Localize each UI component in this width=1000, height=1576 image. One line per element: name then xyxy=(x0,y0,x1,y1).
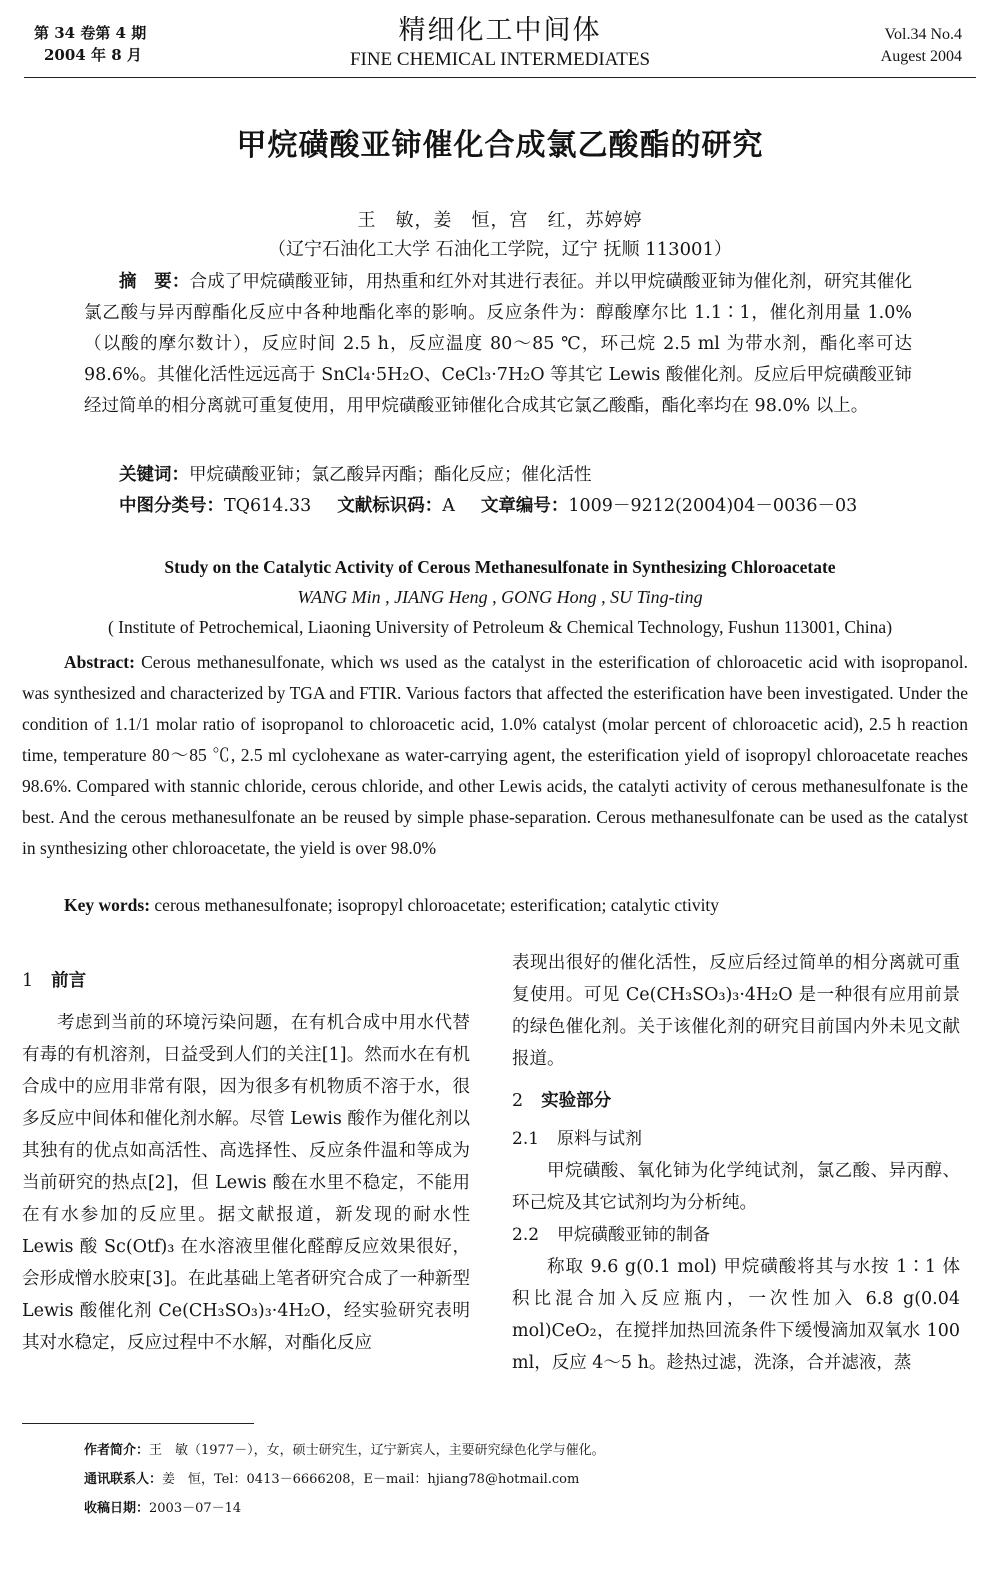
keywords-label-en: Key words: xyxy=(64,895,151,915)
body-column-left xyxy=(22,965,470,1359)
subsection-heading-2-2: 2.2 甲烷磺酸亚铈的制备 xyxy=(512,1225,711,1245)
clc-number: TQ614.33 xyxy=(224,496,312,516)
subsection-2-2-paragraph: 称取 9.6 g(0.1 mol) 甲烷磺酸将其与水按 1∶1 体积比混合加入反应瓶内，一次性加入 6.8 g(0.04 mol)CeO₂，在搅拌加热回流条件下缓慢滴加双氧水 100 ml，反应 4～5 h。趁热过滤，洗涤，合并滤液，蒸 xyxy=(512,1257,960,1373)
section-1-continuation: 表现出很好的催化活性，反应后经过简单的相分离就可重复使用。可见 Ce(CH₃SO₃)₃·4H₂O 是一种很有应用前景的绿色催化剂。关于该催化剂的研究目前国内外未见文献报道。 xyxy=(512,953,960,1069)
subsection-heading-2-1: 2.1 原料与试剂 xyxy=(512,1129,643,1149)
doc-code-label: 文献标识码： xyxy=(337,496,443,516)
section-heading-1: 1 前言 xyxy=(22,971,87,991)
abstract-label-cn: 摘 要： xyxy=(119,272,190,292)
author-list-en: WANG Min , JIANG Heng , GONG Hong , SU Ting-ting xyxy=(297,587,703,607)
footnote-received-label: 收稿日期： xyxy=(84,1501,150,1516)
subsection-2-1-paragraph: 甲烷磺酸、氧化铈为化学纯试剂，氯乙酸、异丙醇、环己烷及其它试剂均为分析纯。 xyxy=(512,1161,960,1213)
body-column-right xyxy=(512,947,960,1379)
keywords-cn xyxy=(84,460,912,491)
footnote-contact-label: 通讯联系人： xyxy=(84,1472,163,1487)
section-1-paragraph: 考虑到当前的环境污染问题，在有机合成中用水代替有毒的有机溶剂，日益受到人们的关注[1]。然而水在有机合成中的应用非常有限，因为很多有机物质不溶于水，很多反应中间体和催化剂水解。尽管 Lewis 酸作为催化剂以其独有的优点如高活性、高选择性、反应条件温和等成为当前研究的热点[2]，但 Lewis 酸在水里不稳定，不能用在有水参加的反应里。据文献报道，新发现的耐水性 Lewis 酸 Sc(Otf)₃ 在水溶液里催化醛醇反应效果很好，会形成憎水胶束[3]。在此基础上笔者研究合成了一种新型 Lewis 酸催化剂 Ce(CH₃SO₃)₃·4H₂O，经实验研究表明其对水稳定，反应过程中不水解，对酯化反应 xyxy=(22,1013,470,1353)
journal-name-cn: 精细化工中间体 xyxy=(398,15,602,46)
abstract-label-en: Abstract: xyxy=(64,652,135,672)
footnote-contact-text: 姜 恒，Tel：0413－6666208，E－mail：hjiang78@hotmail.com xyxy=(162,1472,580,1487)
journal-masthead xyxy=(0,14,1000,71)
abstract-en xyxy=(22,647,968,864)
header-rule xyxy=(24,77,976,78)
journal-name-en: FINE CHEMICAL INTERMEDIATES xyxy=(349,49,651,70)
article-title-en: Study on the Catalytic Activity of Cerous Methanesulfonate in Synthesizing Chloroacetate xyxy=(164,557,836,577)
abstract-text-en: Cerous methanesulfonate, which ws used as the catalyst in the esterification of chloroacetic acid with isopropanol. was synthesized and characterized by TGA and FTIR. Various factors that affected the esterification have been investigated. Under the condition of 1.1/1 molar ratio of isopropanol to chloroacetic acid, 1.0% catalyst (molar percent of chloroacetic acid), 2.5 h reaction time, temperature 80～85 ℃, 2.5 ml cyclohexane as water-carrying agent, the esterification yield of isopropyl chloroacetate reaches 98.6%. Compared with stannic chloride, cerous chloride, and other Lewis acids, the catalyti activity of cerous methanesulfonate is the best. And the cerous methanesulfonate an be reused by simple phase-separation. Cerous methanesulfonate can be used as the catalyst in synthesizing other chloroacetate, the yield is over 98.0% xyxy=(22,652,968,858)
publication-date-en: Augest 2004 xyxy=(880,48,962,65)
publication-date-cn: 2004 年 8 月 xyxy=(44,46,142,64)
keywords-en xyxy=(22,890,968,921)
footnote-author-bio xyxy=(84,1437,964,1464)
affiliation-cn: （辽宁石油化工大学 石油化工学院，辽宁 抚顺 113001） xyxy=(268,239,732,260)
keywords-text-en: cerous methanesulfonate; isopropyl chloroacetate; esterification; catalytic ctivity xyxy=(150,895,720,915)
doc-code: A xyxy=(442,496,455,516)
abstract-text-cn: 合成了甲烷磺酸亚铈，用热重和红外对其进行表征。并以甲烷磺酸亚铈为催化剂，研究其催化氯乙酸与异丙醇酯化反应中各种地酯化率的影响。反应条件为：醇酸摩尔比 1.1∶1，催化剂用量 1.0%（以酸的摩尔数计），反应时间 2.5 h，反应温度 80～85 ℃，环己烷 2.5 ml 为带水剂，酯化率可达 98.6%。其催化活性远远高于 SnCl₄·5H₂O、CeCl₃·7H₂O 等其它 Lewis 酸催化剂。反应后甲烷磺酸亚铈经过简单的相分离就可重复使用，用甲烷磺酸亚铈催化合成其它氯乙酸酯，酯化率均在 98.0% 以上。 xyxy=(84,272,912,416)
footnote-received-date xyxy=(84,1495,964,1522)
section-heading-2: 2 实验部分 xyxy=(512,1091,612,1111)
footnote-rule xyxy=(22,1423,254,1424)
keywords-text-cn: 甲烷磺酸亚铈；氯乙酸异丙酯；酯化反应；催化活性 xyxy=(189,465,592,485)
footnote-contact xyxy=(84,1466,964,1493)
volume-issue-cn: 第 34 卷第 4 期 xyxy=(34,24,147,42)
classification-line xyxy=(84,491,912,522)
abstract-cn xyxy=(84,267,912,422)
article-title-cn: 甲烷磺酸亚铈催化合成氯乙酸酯的研究 xyxy=(236,128,764,163)
volume-issue-en: Vol.34 No.4 xyxy=(884,26,962,43)
footnote-author-text: 王 敏（1977－），女，硕士研究生，辽宁新宾人，主要研究绿色化学与催化。 xyxy=(149,1443,605,1458)
clc-label: 中图分类号： xyxy=(119,496,224,516)
footnote-received-text: 2003－07－14 xyxy=(149,1501,242,1516)
keywords-label-cn: 关键词： xyxy=(119,465,189,485)
footnote-author-label: 作者简介： xyxy=(84,1443,150,1458)
article-number: 1009－9212(2004)04－0036－03 xyxy=(568,496,858,516)
article-number-label: 文章编号： xyxy=(480,496,569,516)
affiliation-en: ( Institute of Petrochemical, Liaoning University of Petroleum & Chemical Technology, Fushun 113001, China) xyxy=(107,617,893,637)
running-header-right xyxy=(881,24,962,68)
author-list-cn: 王 敏，姜 恒，宫 红，苏婷婷 xyxy=(357,210,643,231)
